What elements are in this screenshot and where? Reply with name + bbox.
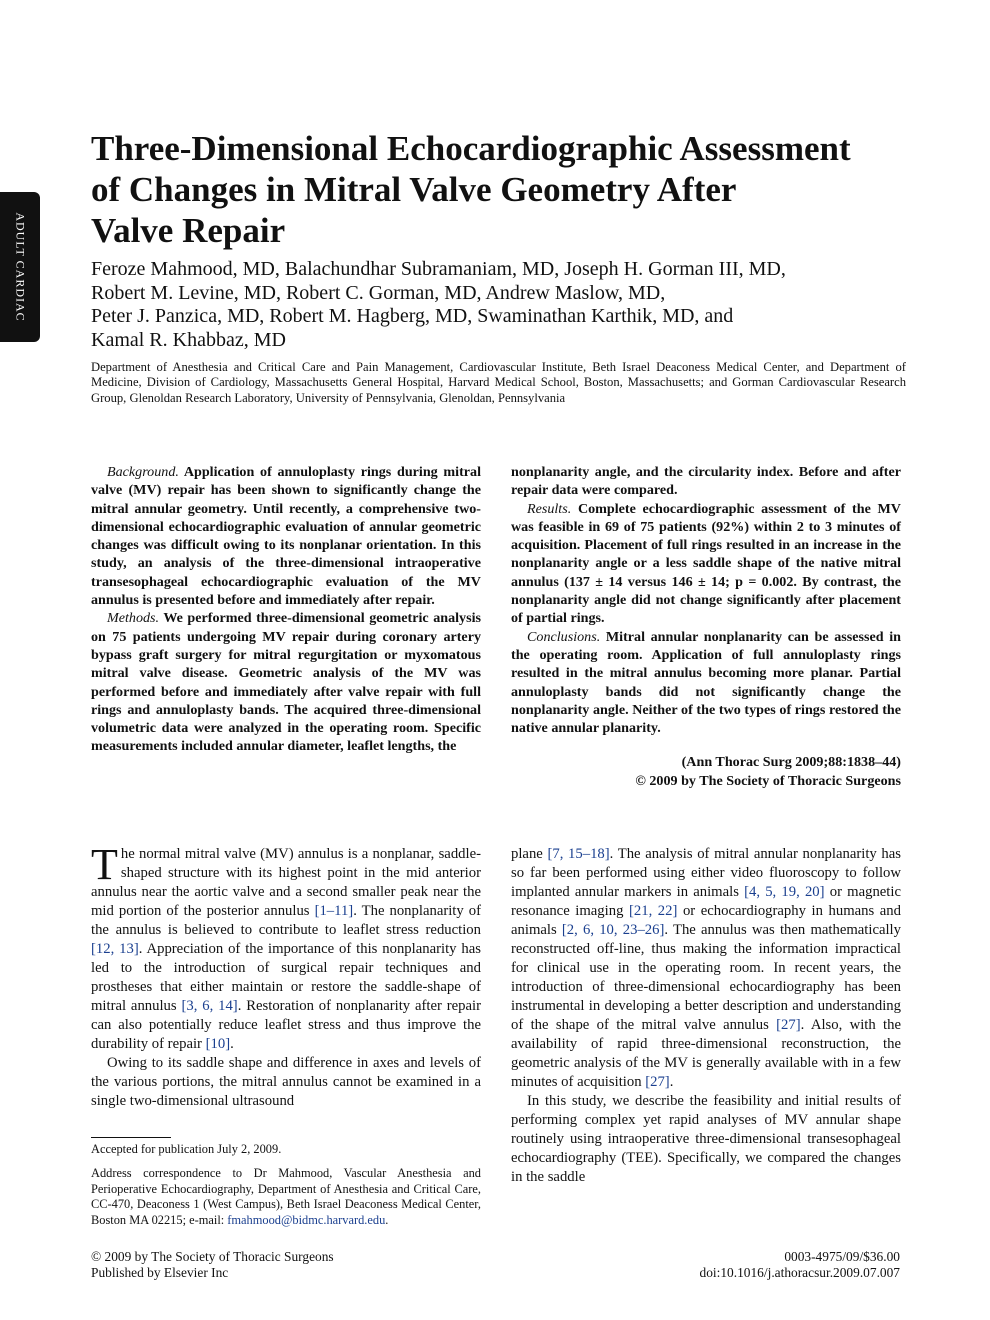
intro-paragraph-3: In this study, we describe the feasibility and initial results of performing complex yet rapid analyses of MV annular shape routinely using intraoperative three-dimensional transesophageal echocardiography (TEE). Specifically, we compared the changes in the saddle [511, 1093, 901, 1185]
title-line: of Changes in Mitral Valve Geometry After [91, 170, 737, 209]
abstract-methods-text: We performed three-dimensional geometric analysis on 75 patients undergoing MV repair during coronary artery bypass graft surgery for mitral regurgitation or myxomatous mitral valve disease. Geometric analysis of the MV was performed before and immediately after valve repair with full rings and annuloplasty bands. The acquired three-dimensional volumetric data were analyzed in the operating room. Specific measurements included annular diameter, leaflet lengths, the [91, 610, 481, 755]
journal-citation: (Ann Thorac Surg 2009;88:1838–44) [681, 754, 901, 771]
text-run: . The nonplanarity of the annulus is believed to contribute to leaflet stress reduction [91, 903, 481, 938]
abstract-conclusions [511, 628, 901, 738]
author-line: Kamal R. Khabbaz, MD [91, 328, 286, 351]
reference-link[interactable]: [27] [776, 1017, 801, 1033]
title-line: Valve Repair [91, 211, 286, 250]
abstract-copyright: © 2009 by The Society of Thoracic Surgeons [635, 772, 901, 789]
abstract-background-text: Application of annuloplasty rings during mitral valve (MV) repair has been shown to significantly change the mitral annular geometry. Until recently, a comprehensive two-dimensional echocardiographic evaluation of annular geometric changes was difficult owing to its nonplanar orientation. In this study, an analysis of the three-dimensional intraoperative transesophageal echocardiographic evaluation of the MV annulus is presented before and immediately after repair. [91, 464, 481, 609]
abstract-results-text: Complete echocardiographic assessment of the MV was feasible in 69 of 75 patients (92%) within 2 to 3 minutes of acquisition. Placement of full rings resulted in an increase in the nonplanarity angle or a less saddle shape of the native mitral annulus (137 ± 14 versus 146 ± 14; p = 0.002. By contrast, the nonplanarity angle did not change significantly after placement of partial rings. [511, 500, 901, 627]
footer-doi: doi:10.1016/j.athoracsur.2009.07.007 [699, 1265, 900, 1280]
author-list [91, 258, 911, 352]
text-run: . The annulus was then mathematically reconstructed off-line, thus making the information impractical for clinical use in the operating room. In recent years, the introduction of three-dimensional echocardiography has been instrumental in developing a better description and understanding of the shape of the mitral valve annulus [511, 922, 901, 1033]
reference-link[interactable]: [2, 6, 10, 23–26] [561, 922, 665, 938]
footer-right [700, 1249, 900, 1281]
text-run: . Also, with the availability of rapid three-dimensional reconstruction, the geometric analysis of the MV is generally available with in a few minutes of acquisition [511, 1017, 901, 1090]
abstract-methods-continued: nonplanarity angle, and the circularity index. Before and after repair data were compared. [511, 464, 901, 499]
reference-link[interactable]: [12, 13] [91, 941, 139, 957]
abstract-conclusions-text: Mitral annular nonplanarity can be assessed in the operating room. Application of full annuloplasty rings resulted in the mitral annulus becoming more planar. Partial annuloplasty bands did not significantly change the nonplanarity angle. Neither of the two types of rings restored the native annular planarity. [511, 628, 901, 737]
author-line: Robert M. Levine, MD, Robert C. Gorman, MD, Andrew Maslow, MD, [91, 281, 666, 304]
drop-cap: T [91, 840, 118, 889]
abstract-methods [91, 609, 481, 755]
correspondence-address [91, 1166, 481, 1228]
text-run: . Appreciation of the importance of this nonplanarity has led to the introduction of surgical repair techniques and prostheses that either maintain or restore the saddle-shape of mitral annulus [91, 941, 481, 1014]
footer-left [91, 1249, 334, 1281]
abstract-right-column [511, 463, 901, 790]
abstract-results [511, 500, 901, 628]
reference-link[interactable]: [7, 15–18] [547, 846, 610, 862]
reference-link[interactable]: [1–11] [314, 903, 354, 919]
accepted-date: Accepted for publication July 2, 2009. [91, 1142, 282, 1156]
address-text: Address correspondence to Dr Mahmood, Vascular Anesthesia and Perioperative Echocardiography, Department of Anesthesia and Critical Care, CC-470, Deaconess 1 (West Campus), Beth Israel Deaconess Medical Center, Boston MA 02215; e-mail: [91, 1166, 481, 1227]
author-line: Peter J. Panzica, MD, Robert M. Hagberg, MD, Swaminathan Karthik, MD, and [91, 305, 734, 327]
abstract-conclusions-label: Conclusions. [527, 628, 601, 645]
reference-link[interactable]: [21, 22] [628, 903, 678, 919]
text-run: . [385, 1212, 389, 1227]
abstract-left-column [91, 463, 481, 756]
text-run: or magnetic resonance imaging [511, 884, 901, 919]
text-run: he normal mitral valve (MV) annulus is a nonplanar, saddle-shaped structure with its highest point in the mid anterior annulus near the aortic valve and a second smaller peak near the mid portion of the posterior annulus [91, 846, 481, 919]
body-right-column [511, 845, 901, 1187]
author-line: Feroze Mahmood, MD, Balachundhar Subramaniam, MD, Joseph H. Gorman III, MD, [91, 258, 786, 280]
text-run: . The analysis of mitral annular nonplanarity has so far been performed using either video fluoroscopy to follow implanted annular markers in animals [511, 846, 901, 900]
text-run: or echocardiography in humans and animals [511, 903, 901, 938]
abstract-results-label: Results. [527, 500, 572, 517]
abstract-background [91, 463, 481, 609]
abstract-citation-block [511, 753, 901, 790]
intro-paragraph-2-continued [511, 845, 901, 1092]
footer-publisher: Published by Elsevier Inc [91, 1265, 229, 1280]
reference-link[interactable]: [27] [645, 1074, 670, 1090]
abstract-methods-label: Methods. [107, 610, 160, 627]
section-tab [0, 192, 40, 342]
section-tab-label: ADULT CARDIAC [13, 212, 28, 322]
article-title [91, 128, 911, 251]
footer-issn-price: 0003-4975/09/$36.00 [784, 1249, 900, 1264]
text-run: . [669, 1074, 674, 1090]
footnotes [91, 1142, 481, 1237]
reference-link[interactable]: [4, 5, 19, 20] [744, 884, 825, 900]
affiliation: Department of Anesthesia and Critical Care and Pain Management, Cardiovascular Institute, Beth Israel Deaconess Medical Center, and Department of Medicine, Division of Cardiology, Massachusetts General Hospital, Harvard Medical School, Boston, Massachusetts; and Gorman Cardiovascular Research Group, Glenoldan Research Laboratory, University of Pennsylvania, Glenoldan, Pennsylvania [91, 360, 906, 405]
footer-copyright: © 2009 by The Society of Thoracic Surgeons [91, 1249, 334, 1264]
body-left-column [91, 840, 481, 1111]
reference-link[interactable]: [10] [205, 1036, 231, 1052]
text-run: . [230, 1036, 234, 1052]
title-line: Three-Dimensional Echocardiographic Assessment [91, 129, 851, 168]
footnote-divider [91, 1137, 171, 1138]
email-link[interactable]: fmahmood@bidmc.harvard.edu [227, 1212, 386, 1227]
intro-paragraph-2: Owing to its saddle shape and difference in axes and levels of the various portions, the mitral annulus cannot be examined in a single two-dimensional ultrasound [91, 1055, 481, 1109]
text-run: . Restoration of nonplanarity after repair can also potentially reduce leaflet stress and thus improve the durability of repair [91, 998, 481, 1052]
intro-paragraph-1 [91, 840, 481, 1054]
abstract-background-label: Background. [107, 464, 179, 480]
text-run: plane [511, 846, 548, 862]
reference-link[interactable]: [3, 6, 14] [181, 998, 238, 1014]
